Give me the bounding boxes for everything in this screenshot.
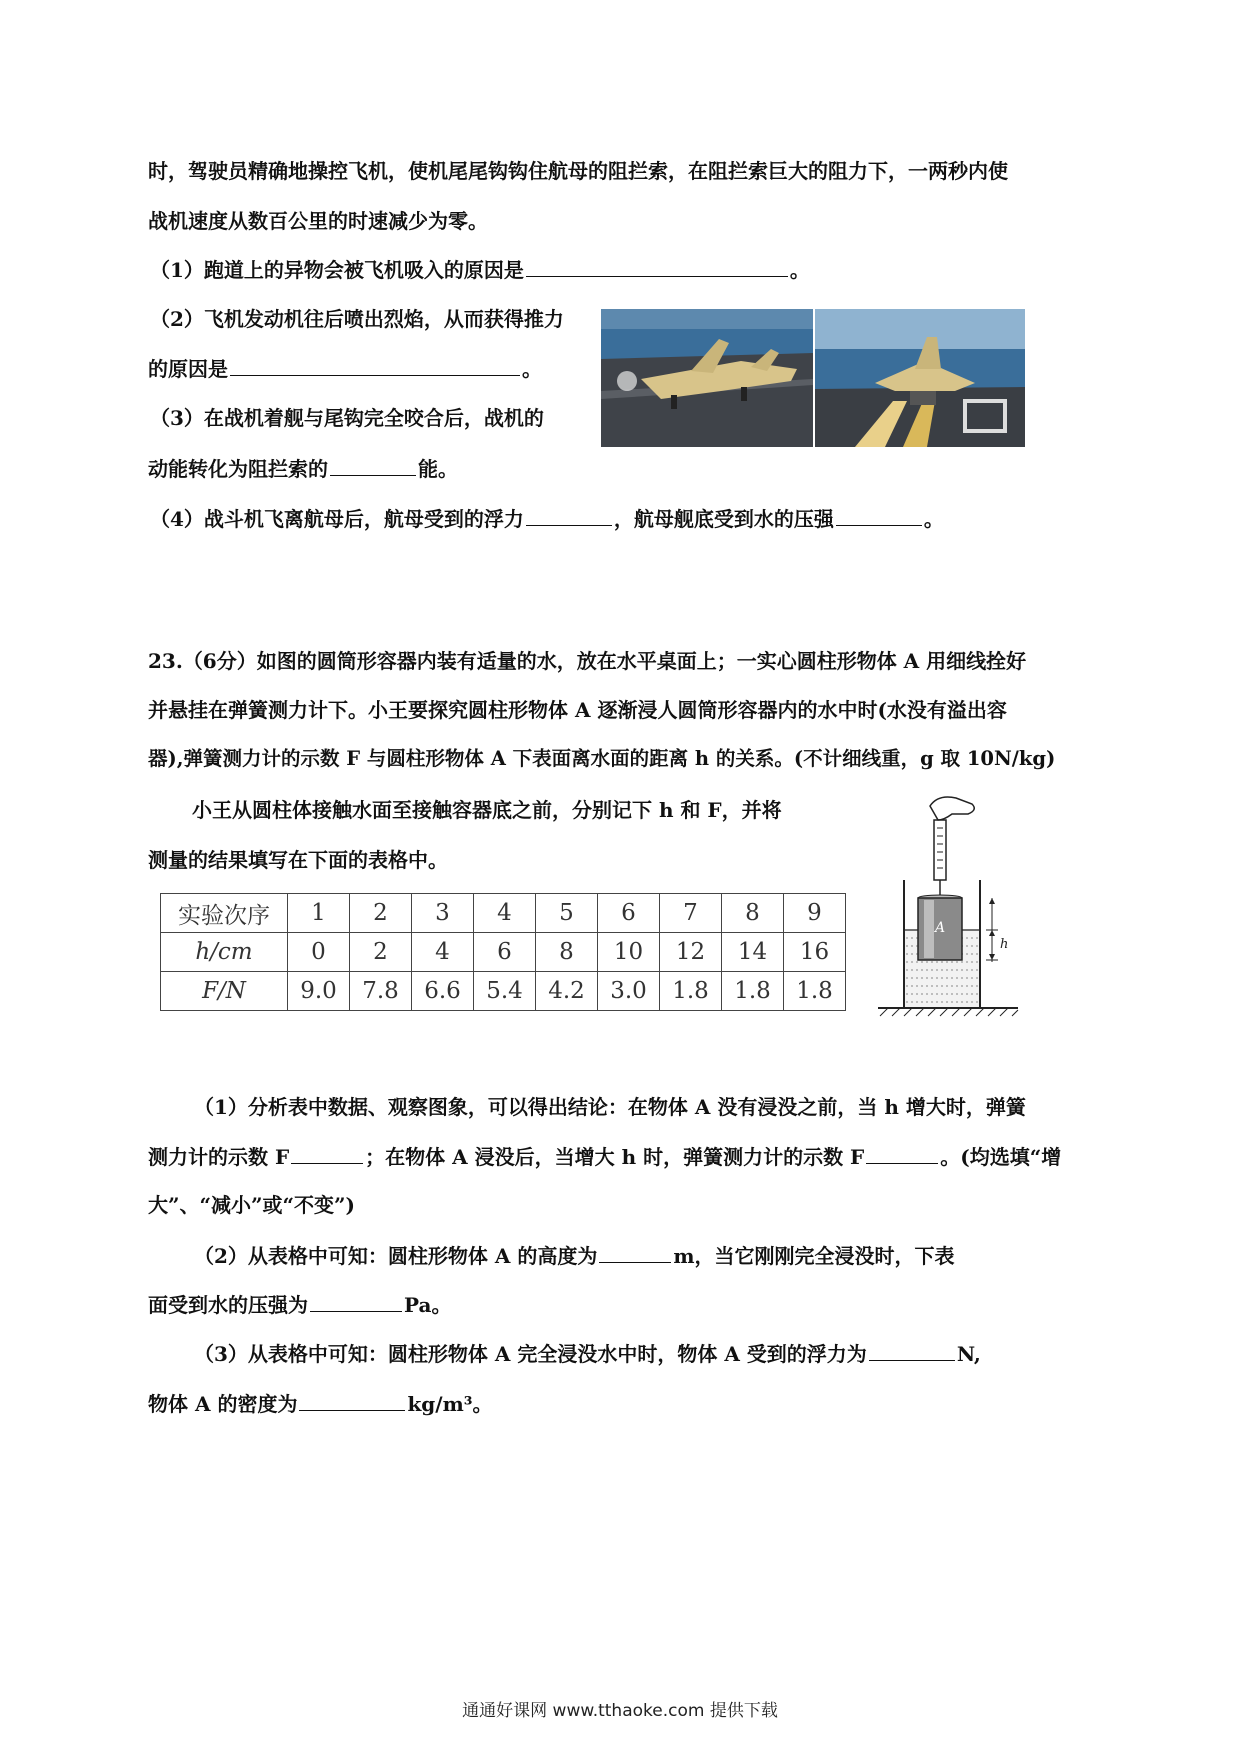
table-cell: 8: [722, 894, 784, 933]
q23-intro-line-3: 器),弹簧测力计的示数 F 与圆柱形物体 A 下表面离水面的距离 h 的关系。(不计细线重，g 取 10N/kg): [148, 747, 1056, 770]
q23-sub-2-line-1: [194, 1240, 955, 1271]
q23-sub-3-text-c: 物体 A 的密度为: [148, 1392, 298, 1416]
answer-blank[interactable]: [330, 453, 416, 476]
q22-text-line-1: 时，驾驶员精确地操控飞机，使机尾尾钩钩住航母的阻拦索，在阻拦索巨大的阻力下，一两秒内使: [148, 159, 1008, 183]
q23-sub-1-line-1: （1）分析表中数据、观察图象，可以得出结论：在物体 A 没有浸没之前，当 h 增大时，弹簧: [194, 1095, 1026, 1119]
table-cell: 6: [598, 894, 660, 933]
q23-sub-1-text-c: ；在物体 A 浸没后，当增大 h 时，弹簧测力计的示数 F: [365, 1145, 865, 1169]
table-cell: 4: [474, 894, 536, 933]
table-cell: 12: [660, 933, 722, 972]
q23-sub-3-text-d: kg/m³。: [407, 1392, 493, 1416]
table-header-F: F/N: [161, 972, 288, 1011]
table-cell: 4.2: [536, 972, 598, 1011]
answer-blank[interactable]: [836, 503, 922, 526]
answer-blank[interactable]: [866, 1141, 938, 1164]
q23-sub-2-text-d: Pa。: [404, 1293, 452, 1317]
table-cell: 7: [660, 894, 722, 933]
q22-part-1: [150, 254, 810, 285]
spring-scale-icon: [934, 820, 946, 880]
q22-part-1-text: （1）跑道上的异物会被飞机吸入的原因是: [150, 258, 524, 282]
data-table: [160, 893, 846, 1011]
q23-intro-line-1: 23.（6分）如图的圆筒形容器内装有适量的水，放在水平桌面上；一实心圆柱形物体 A 用细线拴好: [148, 649, 1027, 673]
q22-part-1-end: 。: [789, 258, 810, 282]
table-cell: 1: [288, 894, 350, 933]
table-row: [161, 933, 846, 972]
table-cell: 8: [536, 933, 598, 972]
table-cell: 5.4: [474, 972, 536, 1011]
answer-blank[interactable]: [310, 1289, 402, 1312]
table-cell: 2: [350, 933, 412, 972]
table-cell: 14: [722, 933, 784, 972]
table-header-h: h/cm: [161, 933, 288, 972]
q23-intro-line-2: 并悬挂在弹簧测力计下。小王要探究圆柱形物体 A 逐渐浸人圆筒形容器内的水中时(水没有溢出容: [148, 698, 1007, 722]
table-cell: 9: [784, 894, 846, 933]
q23-sub-3-line-1: [194, 1338, 981, 1369]
q22-part-3-line-1: （3）在战机着舰与尾钩完全咬合后，战机的: [150, 406, 544, 430]
q22-part-2-line-1: （2）飞机发动机往后喷出烈焰，从而获得推力: [150, 307, 564, 331]
table-cell: 3.0: [598, 972, 660, 1011]
q22-part-3-line-2: [148, 453, 458, 484]
table-cell: 16: [784, 933, 846, 972]
table-cell: 5: [536, 894, 598, 933]
answer-blank[interactable]: [599, 1240, 671, 1263]
q22-part-3-end: 能。: [418, 457, 458, 481]
table-cell: 1.8: [660, 972, 722, 1011]
answer-blank[interactable]: [230, 353, 520, 376]
carrier-jet-photo-1: [601, 309, 813, 447]
table-cell: 2: [350, 894, 412, 933]
q23-sub-2-line-2: [148, 1289, 451, 1320]
table-row: [161, 972, 846, 1011]
q22-part-2-end: 。: [522, 357, 542, 381]
table-cell: 1.8: [784, 972, 846, 1011]
table-cell: 10: [598, 933, 660, 972]
answer-blank[interactable]: [869, 1338, 955, 1361]
h-label: h: [1000, 937, 1009, 952]
q22-part-2-line-2: [148, 353, 542, 384]
hand-icon: [930, 797, 974, 820]
q23-intro-line-5: 测量的结果填写在下面的表格中。: [148, 848, 448, 872]
q23-sub-3-text-b: N,: [956, 1342, 981, 1366]
carrier-jet-photo-2: [815, 309, 1025, 447]
q23-sub-1-text-b: 测力计的示数 F: [148, 1145, 290, 1169]
q23-sub-3-text-a: （3）从表格中可知：圆柱形物体 A 完全浸没水中时，物体 A 受到的浮力为: [194, 1342, 867, 1366]
apparatus-figure: [868, 790, 1028, 1020]
q23-sub-2-text-b: m，当它刚刚完全浸没时，下表: [673, 1244, 955, 1268]
q22-part-4-text-a: （4）战斗机飞离航母后，航母受到的浮力: [150, 507, 524, 531]
table-cell: 9.0: [288, 972, 350, 1011]
q23-sub-1-line-3: 大”、“减小”或“不变”): [148, 1193, 355, 1217]
table-header-order: 实验次序: [161, 894, 288, 933]
q23-sub-1-text-d: 。(均选填“增: [940, 1145, 1062, 1169]
table-cell: 1.8: [722, 972, 784, 1011]
answer-blank[interactable]: [526, 503, 612, 526]
table-cell: 6: [474, 933, 536, 972]
q22-part-3-text: 动能转化为阻拦索的: [148, 457, 328, 481]
q23-sub-1-line-2: [148, 1141, 1061, 1172]
table-cell: 7.8: [350, 972, 412, 1011]
answer-blank[interactable]: [291, 1141, 363, 1164]
q23-sub-2-text-c: 面受到水的压强为: [148, 1293, 308, 1317]
cylinder-label: A: [934, 920, 946, 936]
table-cell: 3: [412, 894, 474, 933]
table-cell: 0: [288, 933, 350, 972]
table-cell: 4: [412, 933, 474, 972]
q22-part-4-end: 。: [923, 507, 944, 531]
answer-blank[interactable]: [299, 1388, 405, 1411]
answer-blank[interactable]: [526, 254, 788, 277]
q22-text-line-2: 战机速度从数百公里的时速减少为零。: [148, 209, 488, 233]
q22-part-4: [150, 503, 944, 534]
q22-part-4-text-b: ，航母舰底受到水的压强: [613, 507, 834, 531]
page-footer: 通通好课网 www.tthaoke.com 提供下载: [462, 1701, 778, 1721]
q23-intro-line-4: 小王从圆柱体接触水面至接触容器底之前，分别记下 h 和 F，并将: [192, 798, 782, 822]
table-cell: 6.6: [412, 972, 474, 1011]
q23-sub-2-text-a: （2）从表格中可知：圆柱形物体 A 的高度为: [194, 1244, 598, 1268]
q22-part-2-text: 的原因是: [148, 357, 228, 381]
q23-sub-3-line-2: [148, 1388, 493, 1419]
table-row: [161, 894, 846, 933]
